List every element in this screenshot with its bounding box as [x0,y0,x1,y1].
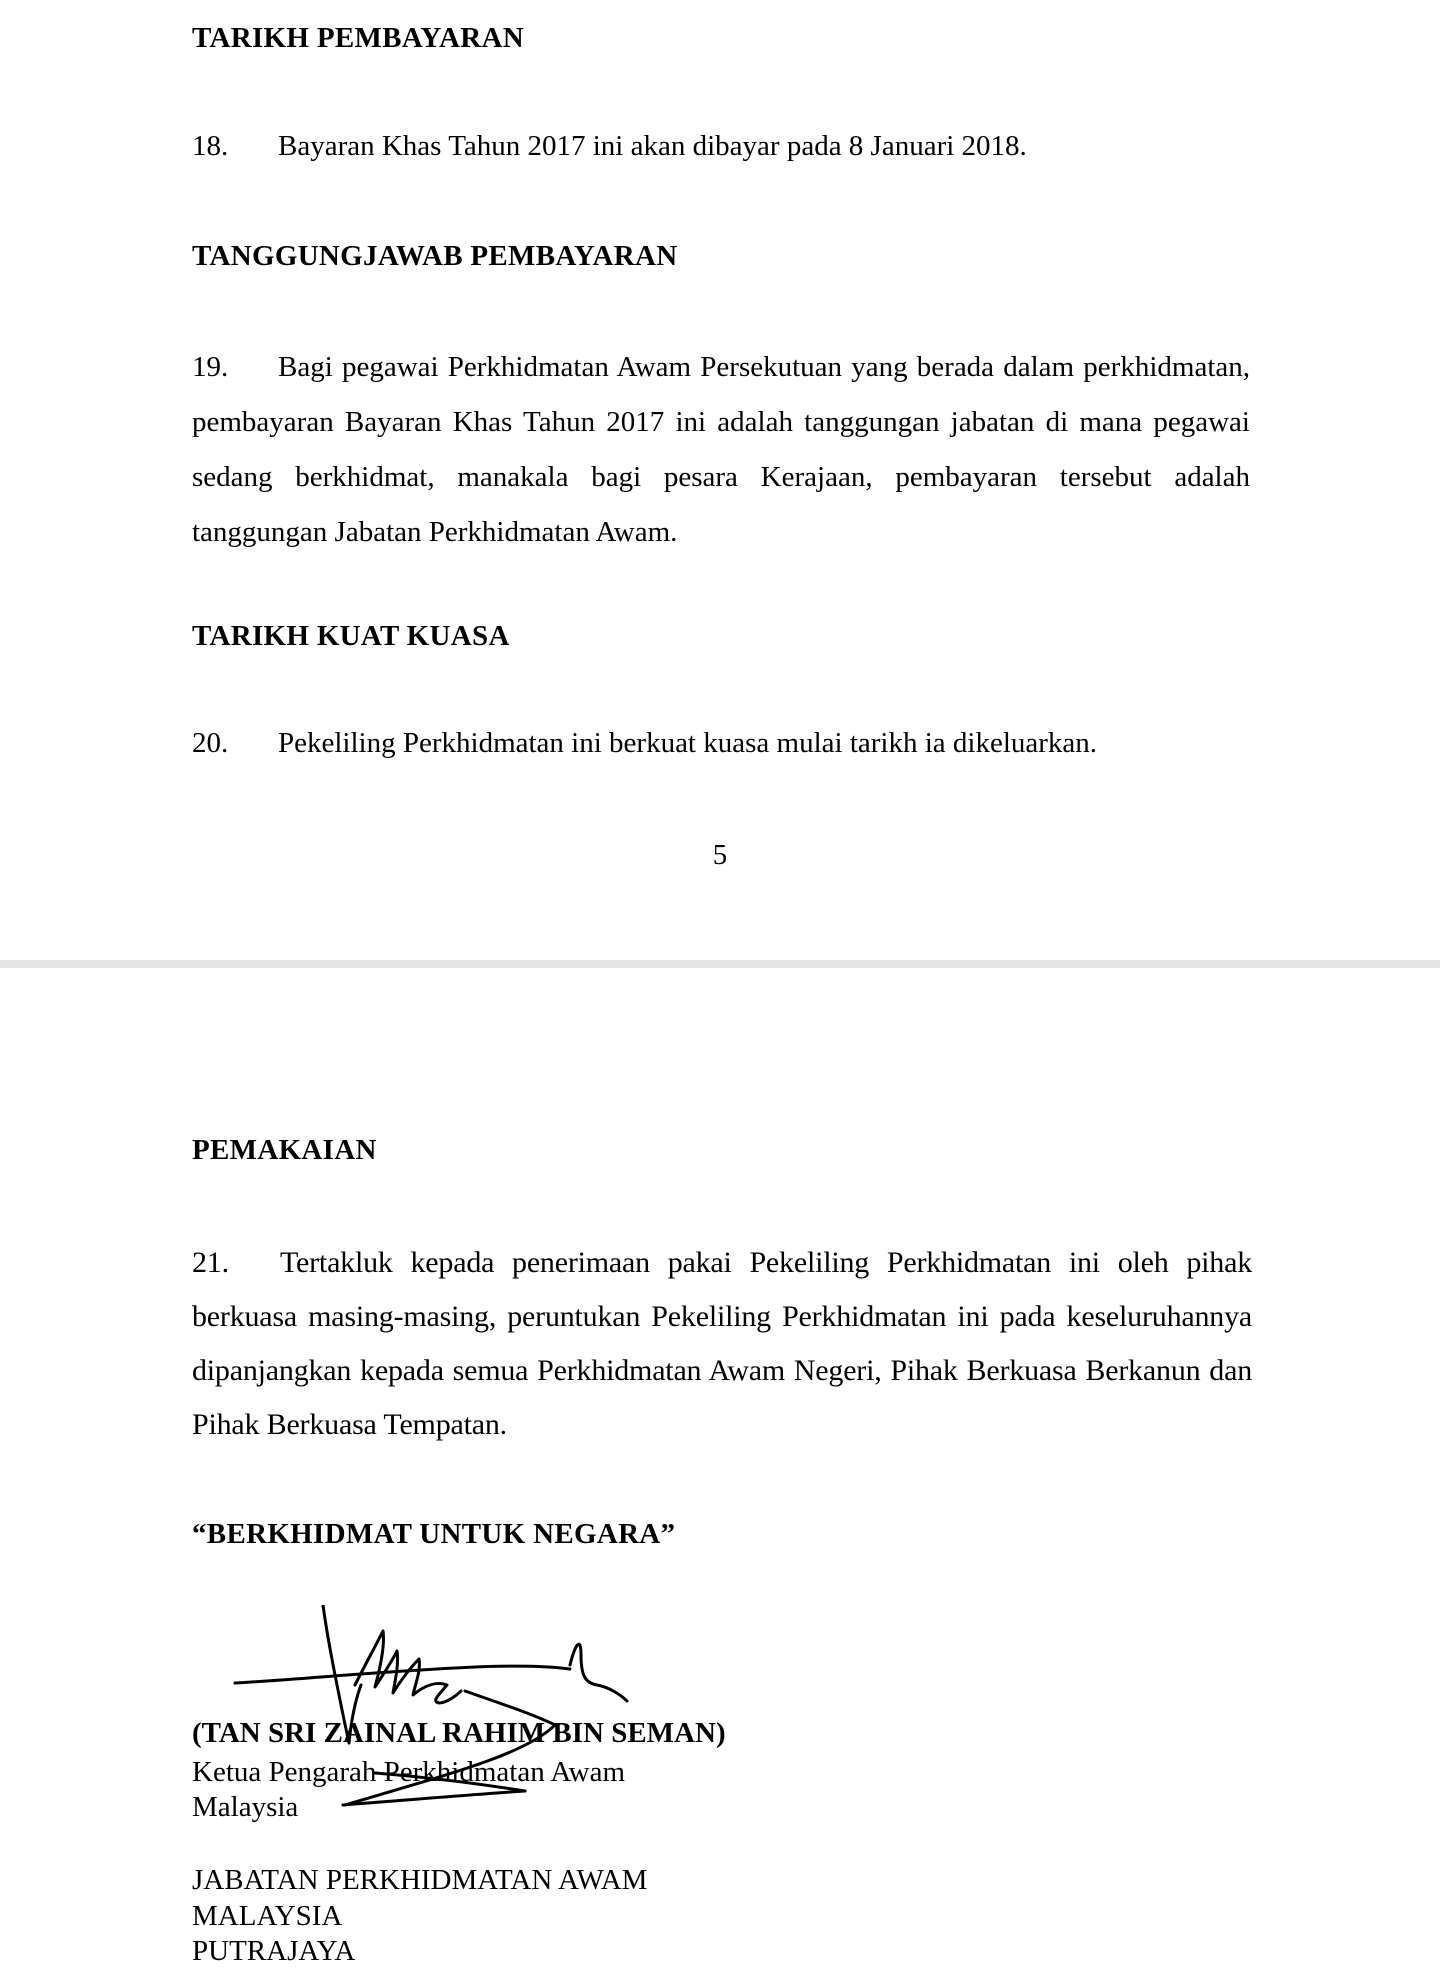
motto: “BERKHIDMAT UNTUK NEGARA” [192,1518,676,1550]
paragraph-18-text: Bayaran Khas Tahun 2017 ini akan dibayar pada 8 Januari 2018. [278,130,1027,162]
paragraph-20-text: Pekeliling Perkhidmatan ini berkuat kuasa mulai tarikh ia dikeluarkan. [278,727,1098,759]
page-number: 5 [712,839,728,871]
heading-pemakaian: PEMAKAIAN [192,1134,377,1166]
signatory-country: Malaysia [192,1791,299,1823]
paragraph-21 [192,1236,1252,1452]
paragraph-21-text: Tertakluk kepada penerimaan pakai Pekeliling Perkhidmatan ini oleh pihak berkuasa masing-masing, peruntukan Pekeliling Perkhidmatan ini pada keseluruhannya dipanjangkan kepada semua Perkhidmatan Awam Negeri, Pihak Berkuasa Berkanun dan Pihak Berkuasa Tempatan. [192,1246,1252,1441]
heading-tarikh-pembayaran: TARIKH PEMBAYARAN [192,22,524,54]
signatory-name: (TAN SRI ZAINAL RAHIM BIN SEMAN) [192,1717,726,1749]
paragraph-number-20: 20. [192,727,229,759]
paragraph-number-18: 18. [192,130,229,162]
paragraph-number-21: 21. [192,1246,229,1279]
signatory-title: Ketua Pengarah Perkhidmatan Awam [192,1756,626,1788]
heading-tanggungjawab-pembayaran: TANGGUNGJAWAB PEMBAYARAN [192,240,678,272]
page-separator [0,960,1440,968]
paragraph-19-text: Bagi pegawai Perkhidmatan Awam Persekutuan yang berada dalam perkhidmatan, pembayaran Bayaran Khas Tahun 2017 ini adalah tanggungan jabatan di mana pegawai sedang berkhidmat, manakala bagi pesara Kerajaan, pembayaran tersebut adalah tanggungan Jabatan Perkhidmatan Awam. [192,351,1250,548]
paragraph-19 [192,340,1250,560]
heading-tarikh-kuat-kuasa: TARIKH KUAT KUASA [192,620,510,652]
address-line-2: MALAYSIA [192,1900,343,1932]
paragraph-number-19: 19. [192,351,229,383]
address-line-3: PUTRAJAYA [192,1935,356,1967]
address-line-1: JABATAN PERKHIDMATAN AWAM [192,1864,648,1896]
